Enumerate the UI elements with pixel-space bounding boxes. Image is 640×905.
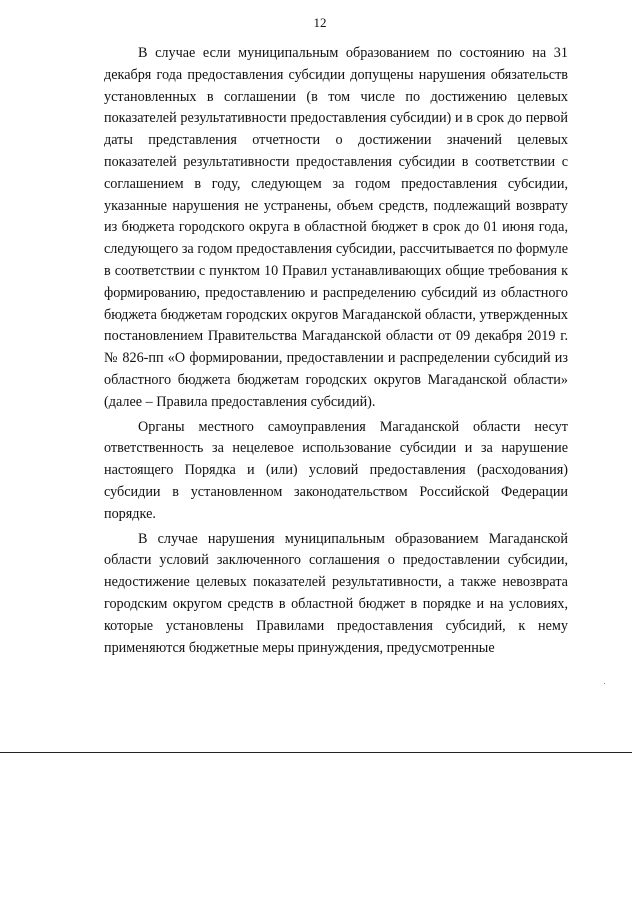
paragraph-subsidy-refund: В случае если муниципальным образованием по состоянию на 31 декабря года предоставления субсидии допущены нарушения обязательств установленных в соглашении (в том числе по достижению целевых показателей результативности предоставления субсидии) и в срок до первой даты представления отчетности о достижении значений целевых показателей результативности предоставления субсидии в соответствии с соглашением в году, следующем за годом предоставления субсидии, указанные нарушения не устранены, объем средств, подлежащий возврату из бюджета городского округа в областной бюджет в срок до 01 июня года, следующего за годом предоставления субсидии, рассчитывается по формуле в соответствии с пунктом 10 Правил устанавливающих общие требования к формированию, предоставлению и распределению субсидий из областного бюджета бюджетам городских округов Магаданской области, утвержденных постановлением Правительства Магаданской области от 09 декабря 2019 г. № 826-пп «О формировании, предоставлении и распределении субсидий из областного бюджета бюджетам городских округов Магаданской области» (далее – Правила предоставления субсидий). <box>104 45 568 410</box>
scan-speck <box>604 683 605 684</box>
paragraph-budget-measures: В случае нарушения муниципальным образованием Магаданской области условий заключенного соглашения о предоставлении субсидии, недостижение целевых показателей результативности, а также невозврата городским округом средств в областной бюджет в порядке и на условиях, которые установлены Правилами предоставления субсидий, к нему применяются бюджетные меры принуждения, предусмотренные <box>104 530 568 656</box>
document-body <box>104 43 568 659</box>
page-bottom-rule <box>0 752 632 753</box>
page-number: 12 <box>313 15 327 30</box>
paragraph-responsibility: Органы местного самоуправления Магаданской области несут ответственность за нецелевое использование субсидии и за нарушение настоящего Порядка и (или) условий предоставления (расходования) субсидии в установленном законодательством Российской Федерации порядке. <box>104 418 568 522</box>
